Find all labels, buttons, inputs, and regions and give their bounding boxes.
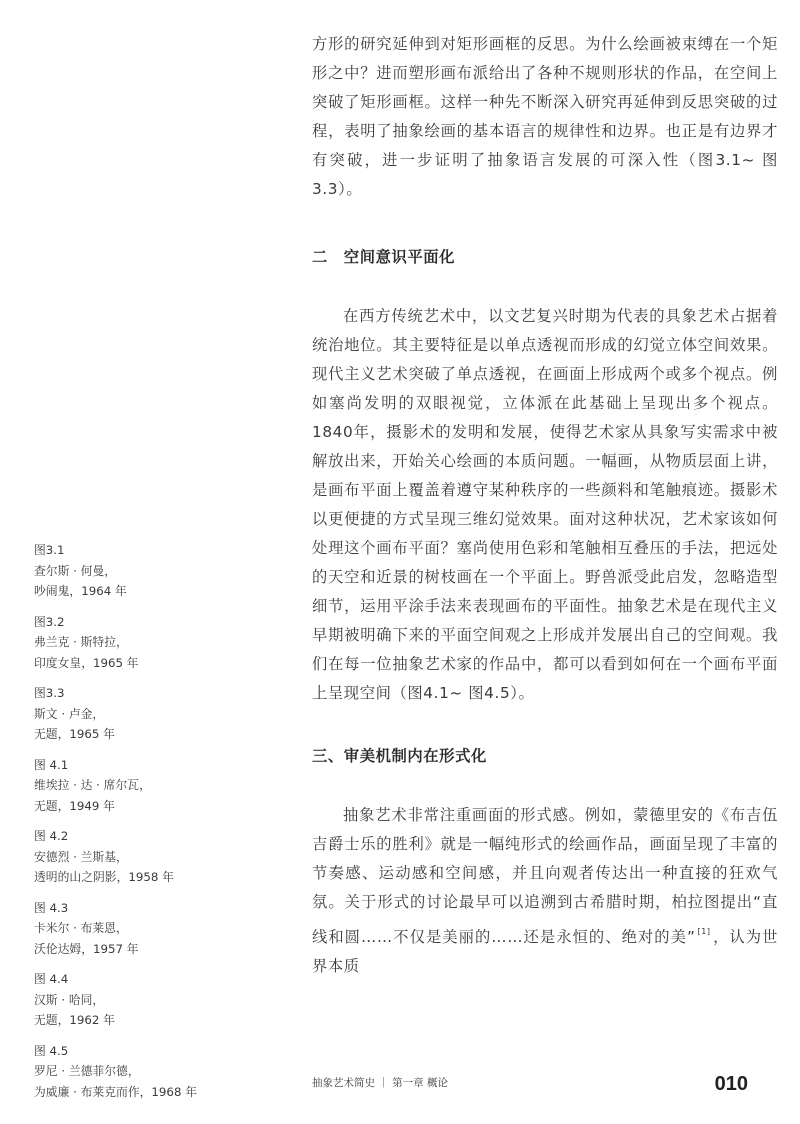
caption-fig-4-2: [34, 826, 234, 888]
caption-artist: 斯文 · 卢金，: [34, 706, 105, 721]
running-head: 抽象艺术简史 ｜ 第一章 概论: [312, 1077, 449, 1089]
caption-artist: 罗尼 · 兰德菲尔德，: [34, 1064, 140, 1078]
caption-figure-number: 图3.1: [34, 543, 65, 557]
caption-fig-3-3: [34, 683, 234, 745]
main-text-column: [312, 30, 778, 981]
page-number: 010: [714, 1073, 748, 1095]
caption-artist: 查尔斯 · 何曼，: [34, 563, 117, 578]
caption-work: 沃伦达姆，1957 年: [34, 941, 139, 956]
caption-artist: 卡米尔 · 布莱恩，: [34, 921, 128, 935]
caption-artist: 弗兰克 · 斯特拉，: [34, 635, 128, 649]
body-paragraph-2: 在西方传统艺术中，以文艺复兴时期为代表的具象艺术占据着统治地位。其主要特征是以单点透视而形成的幻觉立体空间效果。现代主义艺术突破了单点透视，在画面上形成两个或多个视点。例如塞尚发明的双眼视觉，立体派在此基础上呈现出多个视点。1840年，摄影术的发明和发展，使得艺术家从具象写实需求中被解放出来，开始关心绘画的本质问题。一幅画，从物质层面上讲，是画布平面上覆盖着遵守某种秩序的一些颜料和笔触痕迹。摄影术以更便捷的方式呈现三维幻觉效果。面对这种状况，艺术家该如何处理这个画布平面？塞尚使用色彩和笔触相互叠压的手法，把远处的天空和近景的树枝画在一个平面上。野兽派受此启发，忽略造型细节，运用平涂手法来表现画布的平面性。抽象艺术是在现代主义早期被明确下来的平面空间观之上形成并发展出自己的空间观。我们在每一位抽象艺术家的作品中，都可以看到如何在一个画布平面上呈现空间（图4.1~ 图4.5）。: [312, 307, 778, 702]
caption-figure-number: 图 4.2: [34, 829, 69, 843]
caption-figure-number: 图 4.4: [34, 972, 69, 986]
figure-captions: [34, 540, 234, 1112]
section-heading-aesthetic: 三、审美机制内在形式化: [312, 747, 487, 765]
caption-fig-4-1: [34, 755, 234, 817]
caption-fig-4-3: [34, 898, 234, 960]
body-paragraph-3-text: 抽象艺术非常注重画面的形式感。例如，蒙德里安的《布吉伍吉爵士乐的胜利》就是一幅纯形式的绘画作品，画面呈现了丰富的节奏感、运动感和空间感，并且向观者传达出一种直接的狂欢气氛。关于形式的讨论最早可以追溯到古希腊时期，柏拉图提出“直线和圆……不仅是美丽的……还是永恒的、绝对的美”: [312, 806, 778, 946]
caption-fig-3-1: [34, 540, 234, 602]
caption-work: 透明的山之阴影，1958 年: [34, 870, 174, 884]
caption-fig-4-5: [34, 1041, 234, 1103]
caption-artist: 安德烈 · 兰斯基，: [34, 849, 128, 864]
caption-fig-4-4: [34, 969, 234, 1031]
caption-work: 无题，1965 年: [34, 727, 115, 741]
caption-work: 无题，1962 年: [34, 1013, 115, 1027]
caption-figure-number: 图3.3: [34, 686, 65, 700]
section-heading-spatial: 二 空间意识平面化: [312, 248, 456, 266]
caption-figure-number: 图 4.5: [34, 1043, 69, 1058]
caption-artist: 维埃拉 · 达 · 席尔瓦，: [34, 778, 151, 792]
caption-fig-3-2: [34, 612, 234, 674]
caption-work: 为威廉 · 布莱克而作，1968 年: [34, 1084, 197, 1099]
caption-work: 无题，1949 年: [34, 798, 115, 813]
body-paragraph-3: [312, 801, 778, 981]
body-paragraph-3-tail: ，认为世界本质: [312, 928, 779, 975]
caption-work: 印度女皇，1965 年: [34, 655, 139, 670]
body-paragraph-1: 方形的研究延伸到对矩形画框的反思。为什么绘画被束缚在一个矩形之中？进而塑形画布派给出了各种不规则形状的作品，在空间上突破了矩形画框。这样一种先不断深入研究再延伸到反思突破的过程，表明了抽象绘画的基本语言的规律性和边界。也正是有边界才有突破，进一步证明了抽象语言发展的可深入性（图3.1~ 图3.3）。: [312, 35, 778, 198]
caption-artist: 汉斯 · 哈同，: [34, 992, 105, 1007]
page-footer: [312, 1062, 748, 1096]
caption-figure-number: 图 4.3: [34, 900, 69, 915]
footnote-marker[interactable]: [1]: [697, 927, 711, 936]
caption-figure-number: 图3.2: [34, 614, 65, 629]
caption-work: 吵闹鬼，1964 年: [34, 584, 127, 598]
caption-figure-number: 图 4.1: [34, 757, 69, 772]
